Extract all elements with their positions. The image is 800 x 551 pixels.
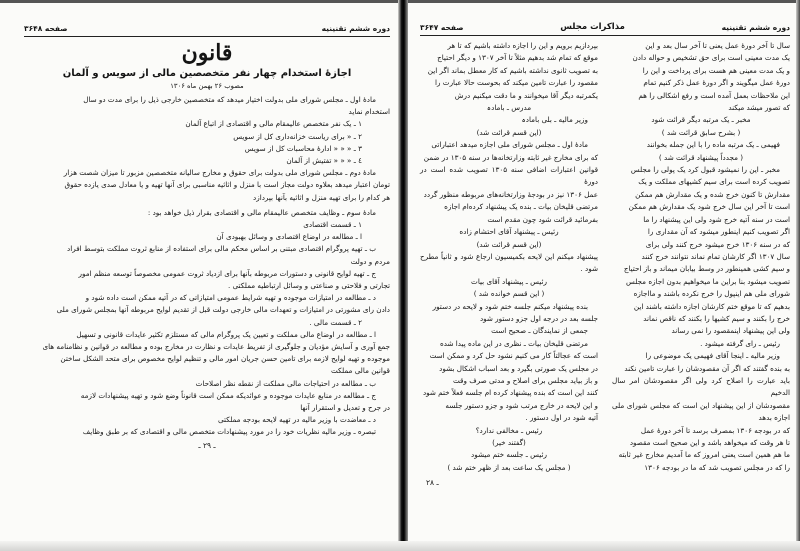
speaker-line: فهیمی ـ یک مرتبه ماده را با این جمله بخوانند — [646, 140, 780, 150]
session-label: دوره ششم تقنینیه — [321, 24, 390, 33]
stage-note: ( بشرح سابق قرائت شد ) — [661, 127, 741, 137]
text-line: به تصویب ثانوی نداشته باشیم که کار معطل بماند اگر این — [427, 65, 598, 75]
clause: ا ـ مطالعه در اوضاع مالی مملکت و تعیین یک پروگرام مالی که مستلزم تکثیر عایدات قانونی و تسهیل — [76, 329, 376, 339]
text-line: است در سنه آتیه خرج شود ولی این پیشنهاد را ما — [643, 214, 790, 224]
text-line: پیشنهاد میکنم این لایحه بکمیسیون ارجاع شود و ثانیاً مطرح شود . — [420, 251, 598, 274]
text-line: وزیر مالیه ـ اینجا آقای فهیمی یک موضوعی را — [645, 351, 780, 361]
clause: د ـ معاضدت با وزیر مالیه در تهیه لایحه بودجه مملکتی — [218, 415, 376, 425]
article-1-cont: استخدام نماید — [348, 107, 390, 117]
clause-cont: مردم و دولت — [350, 256, 390, 266]
section-financial: ۲ ـ قسمت مالی . — [309, 317, 362, 327]
speaker-line: رئیس ـ جلسه ختم میشود — [471, 450, 547, 460]
clause-cont: قوانین مالی مملکت — [331, 366, 390, 376]
clause-cont: دادن رای مشورتی در امتیازات و تعهدات مالی خارجی دولت قبل از تقدیم لوایح مربوطه آنها بمجلس شورای ملی — [56, 305, 390, 315]
clause: ب ـ مطالعه در احتیاجات مالی مملکت از نقطه نظر اصلاحات — [195, 378, 376, 388]
speaker-line: مخبر ـ یک مرتبه دیگر قرائت شود — [651, 115, 751, 125]
text-line: که در سنه ۱۳۰۶ خرج میشود خرج کنند ولی برای — [645, 239, 790, 249]
speaker-line: رئیس ـ رای گرفته میشود . — [700, 338, 780, 348]
text-line: و این لایحه در خارج مرتب شود و جزو دستور جلسه — [445, 400, 598, 410]
text-line: این ملاحظات بعمل آمده است و رفع اشکالی را هم — [638, 90, 790, 100]
text-line: که در بودجه ۱۳۰۶ بمصرف برسد تا آخر دورهٔ عمل — [640, 425, 790, 435]
text-line: و باز بیاید مجلس برای اصلاح و مدتی صرف وقت — [452, 375, 598, 385]
right-running-head — [420, 22, 790, 36]
text-line: در مجلس یک صورتی بگیرد و بعد اسباب اشکال بشود — [439, 363, 598, 373]
text-line: و سیم کشی همینطور در وسط بیابان میماند و باز احتیاج — [623, 264, 790, 274]
stage-note: (گفتند خیر) — [492, 438, 526, 447]
text-line: تصویب کرده است برای سیم کشیهای مملکت و یک — [638, 177, 790, 187]
text-line: مخبر ـ این را نمیشود قبول کرد یک پولی را مجلس — [630, 165, 780, 175]
text-line: باید عبارت را اصلاح کرد ولی اگر مقصودشان امر سال الدخیم — [612, 375, 790, 398]
stage-note: (این قسم قرائت شد) — [476, 127, 542, 137]
text-line: ما هم همین است یعنی امروز که ما آمدیم مخارج غیر ثابته — [618, 450, 790, 460]
text-line: عمل ۱۳۰۶ نیز در بودجهٔ وزارتخانه‌های مربوطه منظور گردد — [423, 189, 598, 199]
article-2: مادهٔ دوم ـ مجلس شورای ملی بدولت برای حقوق و مخارج سالیانه متخصصین مزبور تا میزان شصت هزار — [63, 168, 376, 178]
book-gutter — [398, 0, 408, 551]
left-running-head — [24, 24, 390, 37]
article-2-cont: تومان اعتبار میدهد بعلاوه دولت مجاز است با منزل و اثاثیه مناسبی برای آنها تهیه و یا معادل صدی یازده حقوق — [64, 180, 390, 190]
text-line: را که در مجلس تصویب شد که ما در بودجه ۱۳۰۶ — [644, 462, 790, 472]
text-line: مقصودشان از این پیشنهاد این است که مجلس شورای ملی اجازه بدهد — [612, 400, 790, 423]
text-line: مرتضی قلیخان بیات ـ نظری در این ماده پیدا شده — [439, 338, 588, 348]
text-line: مقدارش تا کنون خرج شده و یک مقدارش هم ممکن — [635, 189, 790, 199]
speaker-line: رئیس ـ پیشنهاد آقای بیات — [471, 276, 547, 286]
law-title: قانون — [181, 40, 233, 66]
text-line: یک مدت معینی است برای حق تشخیص و حواله دادن — [632, 53, 790, 63]
text-line: تا هر وقت که میخواهد باشد و این صحیح است مقصود — [629, 438, 790, 447]
text-line: خرج را بکنند و سیم کشیها را بکنند که ناقص نماند — [643, 313, 790, 323]
text-line: سال ۱۳۰۷ اگر کارشان تمام نماند نتوانند خرج کنند — [641, 251, 790, 261]
article-3: مادهٔ سوم ـ وظایف متخصص عالیمقام مالی و اقتصادی بقرار ذیل خواهد بود : — [147, 207, 376, 217]
clause-cont: جمع آوری و آسایش مؤدیان و جلوگیری از تفریط عایدات و نظارت در مخارج بوده و مطالعه در قوانین و نظامنامه های — [42, 342, 390, 352]
stage-note: ( مجدداً پیشنهاد قرائت شد ) — [658, 152, 744, 162]
text-line: آتیه شود در اول دستور . — [525, 413, 598, 423]
text-line: که برای مخارج غیر ثابته وزارتخانه‌ها در سنه ۱۳۰۵ در ضمن — [423, 152, 598, 162]
text-line: اگر تصویب کنیم اینطور میشود که آن مقداری را — [647, 227, 790, 237]
clause: د ـ مطالعه در امتیازات موجوده و تهیه شرایط عمومی امتیازاتی که در آتیه ممکن است داده شود و — [85, 293, 376, 303]
text-line: کنند این است که بنده پیشنهاد کرده ام جلسه فعلاً ختم شود — [422, 388, 598, 398]
text-line: به بنده گفتند که اگر آن مقصودشان را عبارت تامین نکند — [624, 363, 790, 373]
text-line: قوانین اعتبارات اضافی سنه ۱۳۰۵ تصویب شده است در دورهٔ — [420, 165, 599, 187]
hire-item: ۲ ـ « برای ریاست خزانه‌داری کل از سویس — [233, 131, 362, 141]
text-line: مرتضی قلیخان بیات ـ بنده یک پیشنهاد کرده‌ام اجازه — [444, 202, 598, 212]
clause-cont: موجوده و تهیه لوایح لازمه برای تامین حسن جریان امور مالی و تنظیم لوایح مخصوص برای متحد الشکل ساختن — [60, 354, 390, 364]
right-page — [408, 0, 800, 551]
page-label: صفحه ۳۶۴۷ — [420, 22, 464, 32]
note: تبصره ـ وزیر مالیه نظریات خود را در مورد پیشنهادات متخصص مالی و اقتصادی که بر طبق وظایف — [82, 427, 376, 437]
text-line: مادهٔ اول ـ مجلس شورای ملی اجازه میدهد اعتباراتی — [431, 140, 588, 150]
text-line: بفرمائید قرائت شود چون مقدم است — [487, 214, 598, 224]
text-line: بنده پیشنهاد میکنم جلسه ختم شود و لایحه در دستور — [432, 301, 588, 311]
speaker-line: رئیس ـ مخالفی ندارد؟ — [475, 425, 543, 435]
text-line: است تا آخر این سال خرج شود یک مقدارش هم ممکن — [628, 202, 790, 212]
scan-bottom-edge — [0, 541, 800, 551]
text-line: شورای ملی هم اینپول را خرج نکرده باشند و مااجازه — [633, 289, 790, 299]
speaker-line: مدرس ـ بامادہ — [486, 103, 532, 113]
text-line: تصویب میشود بنا براین ما میخواهیم بدون اجازه مجلس — [626, 276, 790, 286]
article-2-cont: هر کدام را برای تهیه منزل و اثاثیه بآنها بپردازد — [253, 192, 390, 202]
stage-note: ( مجلس یک ساعت بعد از ظهر ختم شد ) — [447, 462, 571, 472]
page-label: صفحه ۳۶۴۸ — [24, 24, 68, 33]
text-line: بدهیم که تا موقع ختم کارشان اجازه داشته باشند این — [633, 301, 790, 311]
stage-note: ( این قسم خوانده شد ) — [473, 289, 545, 299]
approval-date: مصوب ۲۶ بهمن ماه ۱۳۰۶ — [170, 82, 244, 90]
two-columns — [420, 40, 790, 487]
clause-cont: در جرح و تعدیل و استقرار آنها — [300, 403, 390, 413]
text-line: مقصود را عبارت تامین میکند که بحوست حالا عبارت را — [435, 78, 598, 88]
column-right — [612, 40, 790, 487]
text-line: دورهٔ عمل میگویند و اگر دورهٔ عمل ذکر کنیم تمام — [643, 78, 790, 88]
speaker-line: وزیر مالیه ـ بلی بامادہ — [521, 115, 588, 125]
text-line: و یک مدت معینی هم هست برای پرداخت و این را — [642, 65, 790, 75]
section-economic: ۱ ـ قسمت اقتصادی — [303, 220, 362, 230]
text-line: بپردازیم برویم و این را اجازه داشته باشیم که تا هر — [447, 41, 598, 50]
stage-note: (این قسم قرائت شد) — [476, 239, 542, 249]
publication-title: مذاکرات مجلس — [560, 22, 625, 32]
text-line: ولی این پیشنهاد اینمقصود را نمی رساند — [671, 326, 790, 336]
speaker-line: رئیس ـ پیشنهاد آقای احتشام زاده — [459, 227, 559, 237]
speaker-line: جمعی از نمایندگان ـ صحیح است — [491, 326, 588, 336]
column-left — [420, 40, 598, 487]
clause: ا ـ مطالعه در اوضاع اقتصادی و وسائل بهبودی آن — [216, 232, 362, 242]
session-label: دوره ششم تقنینیه — [721, 22, 790, 32]
page-number: ـ ۲۸ — [426, 478, 439, 488]
clause: ج ـ مطالعه در منابع عایدات موجوده و عوائدیکه ممکن است قانوناً وضع شود و تهیه پیشنهادات لازمه — [80, 390, 376, 400]
hire-item: ۱ ـ یک نفر متخصص عالیمقام مالی و اقتصادی از اتباع آلمان — [185, 119, 362, 129]
law-subtitle: اجازهٔ استخدام چهار نفر متخصصین مالی از سویس و آلمان — [62, 68, 352, 79]
clause-cont: تجارتی و فلاحتی و صناعتی و وسائل ارتباطیه مملکتی . — [228, 281, 390, 291]
text-line: است که عجالتاً کار می کنیم نشود حل کرد و ممکن است — [429, 351, 598, 361]
text-line: موقع که تمام شد بدهیم مثلاً تا آخر ۱۳۰۷ و دیگر احتیاج — [437, 53, 598, 63]
clause: ج ـ تهیه لوایح قانونی و دستورات مربوطه بآنها برای ازدیاد ثروت عمومی مخصوصاً توسعه منظم امور — [78, 268, 376, 278]
hire-item: ۳ ـ « « « ادارهٔ محاسبات کل از سویس — [244, 143, 362, 153]
article-1: مادهٔ اول ـ مجلس شورای ملی بدولت اختیار میدهد که متخصصین خارجی ذیل را برای مدت دو سال — [83, 95, 376, 104]
hire-item: ٤ ـ « « « تفتیش از آلمان — [286, 156, 362, 166]
scan-right-edge — [796, 0, 800, 551]
text-line: که تصور میشد میکند — [728, 103, 790, 113]
page-number: ـ ۲۹ ـ — [198, 440, 216, 450]
text-line: سال تا آخر دورهٔ عمل یعنی تا آخر سال بعد و این — [645, 41, 790, 50]
clause: ب ـ تهیه پروگرام اقتصادی مبتنی بر اساس محکم مالی برای استفاده از منابع ثروت مملکت بتوسط افراد — [67, 244, 376, 254]
text-line: جلسه بعد در درجه اول جزو دستور شود — [479, 313, 598, 323]
text-line: یکمرتبه دیگر آقا میخوانند و ما دقت میکنیم درش — [454, 90, 598, 100]
